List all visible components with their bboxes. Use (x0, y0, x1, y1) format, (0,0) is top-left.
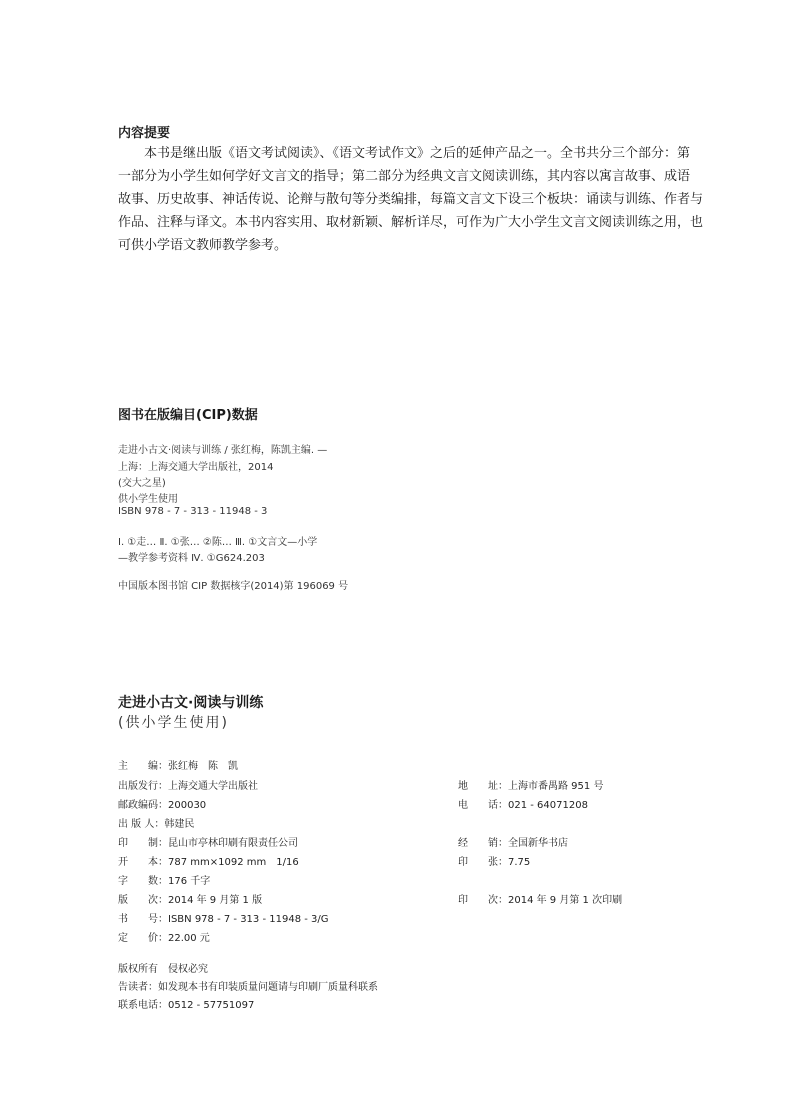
info-label: 经 销： (458, 838, 508, 849)
info-printing (458, 891, 622, 906)
cip-line: 上海：上海交通大学出版社，2014 (118, 462, 274, 473)
info-label: 印 制： (118, 838, 168, 849)
info-publisher (118, 777, 258, 792)
info-value: 全国新华书店 (508, 838, 568, 849)
cip-line: 中国版本图书馆 CIP 数据核字(2014)第 196069 号 (118, 581, 349, 592)
info-value: ISBN 978 - 7 - 313 - 11948 - 3/G (168, 914, 329, 925)
info-label: 字 数： (118, 876, 168, 887)
info-label: 出版发行： (118, 781, 168, 792)
summary-line: 本书是继出版《语文考试阅读》、《语文考试作文》之后的延伸产品之一。全书共分三个部分：第 (118, 146, 691, 161)
info-value: 2014 年 9 月第 1 版 (168, 895, 263, 906)
info-sheets (458, 853, 530, 868)
copyright-contact: 联系电话：0512 - 57751097 (118, 1000, 255, 1011)
info-value: 7.75 (508, 857, 531, 868)
info-label: 邮政编码： (118, 800, 168, 811)
summary-line: 故事、历史故事、神话传说、论辩与散句等分类编排，每篇文言文下设三个板块：诵读与训练、作者与 (118, 192, 704, 207)
copyright-rights: 版权所有 侵权必究 (118, 964, 208, 975)
info-phone (458, 796, 588, 811)
info-address (458, 777, 603, 792)
info-label: 版 次： (118, 895, 168, 906)
info-distributor (458, 834, 568, 849)
info-editor (118, 757, 238, 772)
info-format (118, 853, 299, 868)
info-word-count (118, 872, 210, 887)
info-edition (118, 891, 262, 906)
info-publisher-person (118, 815, 194, 830)
cip-line: Ⅰ. ①走… Ⅱ. ①张… ②陈… Ⅲ. ①文言文—小学 (118, 537, 318, 548)
cip-line: 供小学生使用 (118, 494, 178, 505)
info-printer (118, 834, 298, 849)
info-label: 定 价： (118, 933, 168, 944)
info-value: 176 千字 (168, 876, 211, 887)
info-label: 地 址： (458, 781, 508, 792)
cip-line: 走进小古文·阅读与训练 / 张红梅，陈凯主编. — (118, 445, 328, 456)
info-value: 22.00 元 (168, 933, 210, 944)
cip-line: —教学参考资料 Ⅳ. ①G624.203 (118, 553, 265, 564)
book-subtitle: (供小学生使用) (118, 715, 229, 731)
info-label: 开 本： (118, 857, 168, 868)
info-value: 张红梅 陈 凯 (168, 761, 238, 772)
info-value: 昆山市亭林印刷有限责任公司 (168, 838, 298, 849)
info-label: 印 次： (458, 895, 508, 906)
info-value: 787 mm×1092 mm 1/16 (168, 857, 299, 868)
info-value: 上海市番禺路 951 号 (508, 781, 604, 792)
info-value: 021 - 64071208 (508, 800, 588, 811)
cip-line: (交大之星) (118, 478, 166, 489)
summary-line: 作品、注释与译文。本书内容实用、取材新颖、解析详尽，可作为广大小学生文言文阅读训练之用，也 (118, 215, 704, 230)
info-value: 200030 (168, 800, 207, 811)
summary-line: 可供小学语文教师教学参考。 (118, 238, 288, 253)
info-isbn (118, 910, 329, 925)
info-price (118, 929, 210, 944)
info-value: 2014 年 9 月第 1 次印刷 (508, 895, 623, 906)
info-value: 韩建民 (164, 819, 195, 830)
info-label: 电 话： (458, 800, 508, 811)
info-label: 出 版 人： (118, 819, 165, 830)
cip-line: ISBN 978 - 7 - 313 - 11948 - 3 (118, 506, 268, 517)
book-title: 走进小古文·阅读与训练 (118, 695, 264, 711)
info-label: 书 号： (118, 914, 168, 925)
summary-body (118, 142, 704, 257)
info-label: 主 编： (118, 761, 168, 772)
summary-title: 内容提要 (118, 126, 171, 141)
cip-title: 图书在版编目(CIP)数据 (118, 408, 258, 423)
summary-line: 一部分为小学生如何学好文言文的指导；第二部分为经典文言文阅读训练，其内容以寓言故事、成语 (118, 169, 691, 184)
copyright-notice: 告读者：如发现本书有印装质量问题请与印刷厂质量科联系 (118, 982, 378, 993)
info-postcode (118, 796, 206, 811)
info-value: 上海交通大学出版社 (168, 781, 258, 792)
info-label: 印 张： (458, 857, 508, 868)
